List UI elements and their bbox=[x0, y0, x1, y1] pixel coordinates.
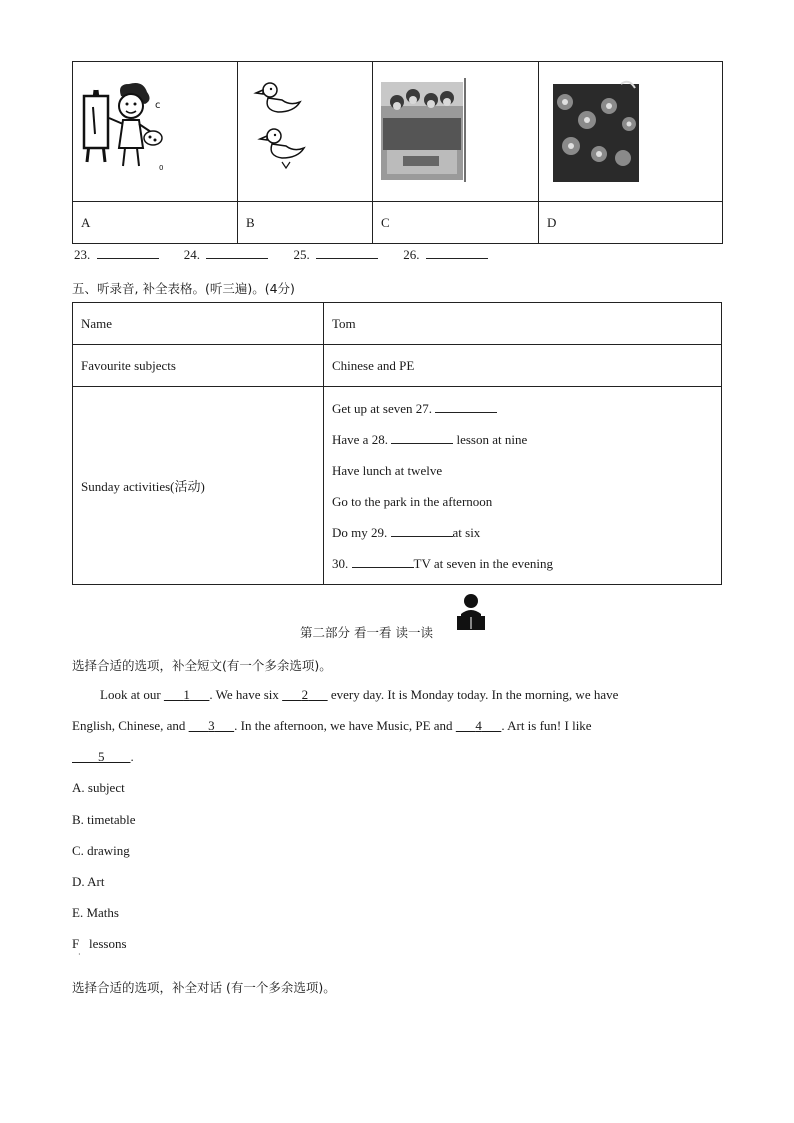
passage-blank-1[interactable]: 1 bbox=[183, 687, 190, 702]
picture-label-a: A bbox=[73, 202, 238, 244]
answer-label-23: 23. bbox=[74, 247, 91, 262]
svg-text:c: c bbox=[155, 100, 161, 111]
picture-table bbox=[72, 61, 723, 244]
answer-blank-26[interactable] bbox=[426, 246, 488, 259]
activity-line-27: Get up at seven 27. bbox=[332, 387, 721, 418]
option-e[interactable]: E. Maths bbox=[72, 905, 119, 920]
passage-blank-5[interactable]: 5 bbox=[98, 749, 105, 764]
answer-label-26: 26. bbox=[403, 247, 420, 262]
passage-blank-2[interactable]: 2 bbox=[301, 687, 309, 702]
activities-cell bbox=[324, 387, 722, 585]
table-row bbox=[73, 387, 722, 585]
option-b[interactable]: B. timetable bbox=[72, 812, 136, 827]
girl-painting-image bbox=[73, 62, 237, 197]
part2-title: 第二部分 看一看 读一读 bbox=[300, 625, 433, 640]
option-d[interactable]: D. Art bbox=[72, 874, 105, 889]
two-ducks-image bbox=[238, 62, 372, 197]
option-c[interactable]: C. drawing bbox=[72, 843, 130, 858]
passage-blank-3[interactable]: 3 bbox=[208, 718, 215, 733]
table-row bbox=[73, 303, 722, 345]
picture-cell-a bbox=[73, 62, 238, 202]
option-f[interactable]: F lessons bbox=[72, 936, 127, 951]
table-row bbox=[73, 345, 722, 387]
reading-person-icon bbox=[455, 592, 487, 632]
blank-29[interactable] bbox=[391, 524, 453, 537]
passage-line-1: Look at our 1 . We have six 2 every day. It is Monday today. In the morning, we have bbox=[100, 687, 619, 702]
activity-line-29: Do my 29. at six bbox=[332, 525, 481, 540]
answer-blank-23[interactable] bbox=[97, 246, 159, 259]
picture-label-b: B bbox=[238, 202, 373, 244]
passage-blank-4[interactable]: 4 bbox=[475, 718, 482, 733]
picture-cell-b bbox=[238, 62, 373, 202]
stray-dot: · bbox=[78, 950, 81, 959]
svg-text:0: 0 bbox=[159, 164, 164, 172]
activity-line-park: Go to the park in the afternoon bbox=[332, 494, 493, 509]
answer-blanks-row bbox=[74, 246, 488, 263]
picture-label-c: C bbox=[373, 202, 539, 244]
row-label-subjects: Favourite subjects bbox=[73, 345, 324, 387]
passage-line-3: 5 . bbox=[72, 749, 134, 765]
option-a[interactable]: A. subject bbox=[72, 780, 125, 795]
group-photo-image bbox=[373, 62, 538, 197]
row-label-name: Name bbox=[73, 303, 324, 345]
blank-30[interactable] bbox=[352, 555, 414, 568]
row-value-subjects: Chinese and PE bbox=[324, 345, 722, 387]
answer-blank-24[interactable] bbox=[206, 246, 268, 259]
flowers-image bbox=[539, 62, 722, 197]
activity-line-30: 30. TV at seven in the evening bbox=[332, 556, 553, 571]
blank-27[interactable] bbox=[435, 400, 497, 413]
picture-label-d: D bbox=[539, 202, 723, 244]
picture-cell-c bbox=[373, 62, 539, 202]
passage-instruction: 选择合适的选项，补全短文(有一个多余选项)。 bbox=[72, 658, 332, 673]
dialogue-instruction: 选择合适的选项，补全对话 (有一个多余选项)。 bbox=[72, 980, 336, 995]
picture-cell-d bbox=[539, 62, 723, 202]
row-label-activities: Sunday activities(活动) bbox=[73, 387, 324, 585]
row-value-name: Tom bbox=[324, 303, 722, 345]
passage-line-2: English, Chinese, and 3 . In the afternoon, we have Music, PE and 4 . Art is fun! I like bbox=[72, 718, 592, 733]
activity-line-28: Have a 28. lesson at nine bbox=[332, 432, 528, 447]
activity-line-lunch: Have lunch at twelve bbox=[332, 463, 443, 478]
blank-28[interactable] bbox=[391, 431, 453, 444]
answer-label-24: 24. bbox=[183, 247, 200, 262]
answer-label-25: 25. bbox=[293, 247, 310, 262]
listening-table bbox=[72, 302, 722, 585]
answer-blank-25[interactable] bbox=[316, 246, 378, 259]
section5-heading: 五、听录音, 补全表格。(听三遍)。(4分) bbox=[72, 281, 295, 296]
